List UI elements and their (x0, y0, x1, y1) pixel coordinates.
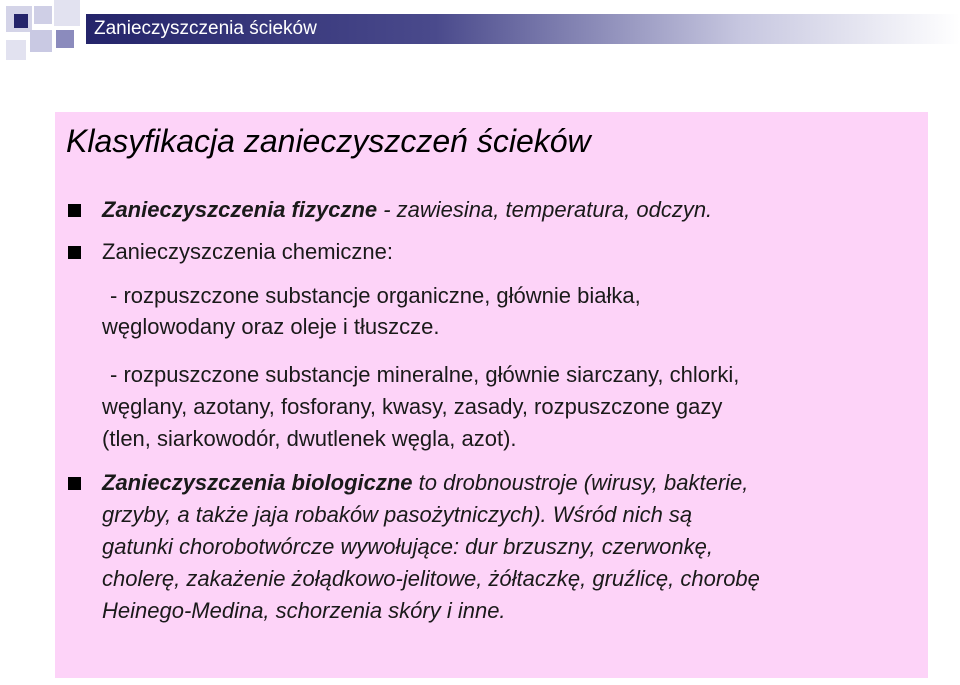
decor-square (54, 0, 80, 26)
organic-line-2: węglowodany oraz oleje i tłuszcze. (102, 314, 440, 339)
biological-line-4: cholerę, zakażenie żołądkowo-jelitowe, żółtaczkę, gruźlicę, chorobę (102, 566, 760, 591)
biological-line-2: grzyby, a także jaja robaków pasożytniczych). Wśród nich są (102, 502, 693, 527)
bullet-square-icon (68, 204, 81, 217)
slide-heading: Klasyfikacja zanieczyszczeń ścieków (66, 123, 591, 159)
decor-square (14, 14, 28, 28)
mineral-line-3: (tlen, siarkowodór, dwutlenek węgla, azot). (102, 426, 517, 451)
biological-line-1-rest: to drobnoustroje (wirusy, bakterie, (412, 470, 749, 495)
bullet-square-icon (68, 477, 81, 490)
decor-square (56, 30, 74, 48)
physical-item (102, 196, 712, 224)
bullet-square-icon (68, 246, 81, 259)
organic-line-1: - rozpuszczone substancje organiczne, głównie białka, (110, 283, 641, 308)
header-title: Zanieczyszczenia ścieków (94, 18, 317, 39)
biological-label: Zanieczyszczenia biologiczne (102, 470, 413, 495)
biological-line-5: Heinego-Medina, schorzenia skóry i inne. (102, 598, 506, 623)
mineral-line-2: węglany, azotany, fosforany, kwasy, zasady, rozpuszczone gazy (102, 394, 723, 419)
mineral-line-1: - rozpuszczone substancje mineralne, głównie siarczany, chlorki, (110, 362, 740, 387)
decor-square (30, 30, 52, 52)
physical-label: Zanieczyszczenia fizyczne (102, 197, 378, 222)
biological-line-1 (102, 469, 748, 497)
chemical-label: Zanieczyszczenia chemiczne: (102, 239, 394, 264)
biological-line-3: gatunki chorobotwórcze wywołujące: dur brzuszny, czerwonkę, (102, 534, 713, 559)
decor-square (6, 40, 26, 60)
physical-text: - zawiesina, temperatura, odczyn. (377, 197, 713, 222)
decor-square (34, 6, 52, 24)
